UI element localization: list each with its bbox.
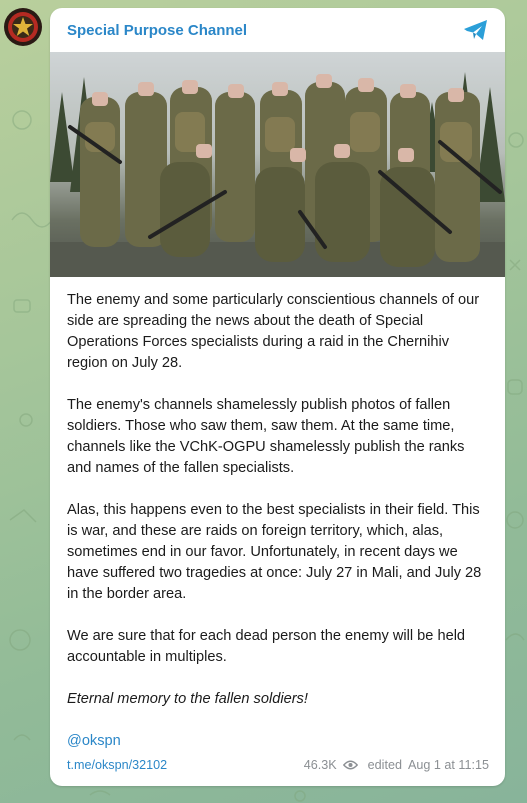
message-text [50,277,505,752]
emblem-icon [6,10,40,44]
view-count: 46.3K [303,758,337,772]
post-photo[interactable] [50,52,505,277]
message-meta [304,758,489,772]
message-card [50,8,505,786]
channel-mention-link[interactable]: @okspn [67,733,121,749]
edited-label: edited [367,758,402,772]
paragraph: The enemy and some particularly conscientious channels of our side are spreading the news about the death of Special Operations Forces specialists during a raid in the Chernihiv region on July 28. [67,292,480,371]
paragraph: The enemy's channels shamelessly publish photos of fallen soldiers. Those who saw them, saw them. At the same time, channels like the VChK-OGPU shamelessly publish the ranks and names of the fallen specialists. [67,397,465,476]
eye-icon [343,760,358,770]
card-header [50,8,505,52]
paragraph: We are sure that for each dead person the enemy will be held accountable in multiples. [67,628,466,665]
channel-avatar[interactable] [4,8,42,46]
channel-name[interactable]: Special Purpose Channel [67,21,248,39]
timestamp: Aug 1 at 11:15 [408,758,489,772]
paragraph: Alas, this happens even to the best specialists in their field. This is war, and these are raids on foreign territory, which, alas, sometimes end in our favor. Unfortunately, in recent days we have suffered two tragedies at once: July 27 in Mali, and July 28 in the border area. [67,502,482,602]
post-link[interactable]: t.me/okspn/32102 [67,758,168,772]
closing-line: Eternal memory to the fallen soldiers! [67,691,308,707]
message-footer [67,758,489,772]
telegram-icon[interactable] [463,19,489,41]
